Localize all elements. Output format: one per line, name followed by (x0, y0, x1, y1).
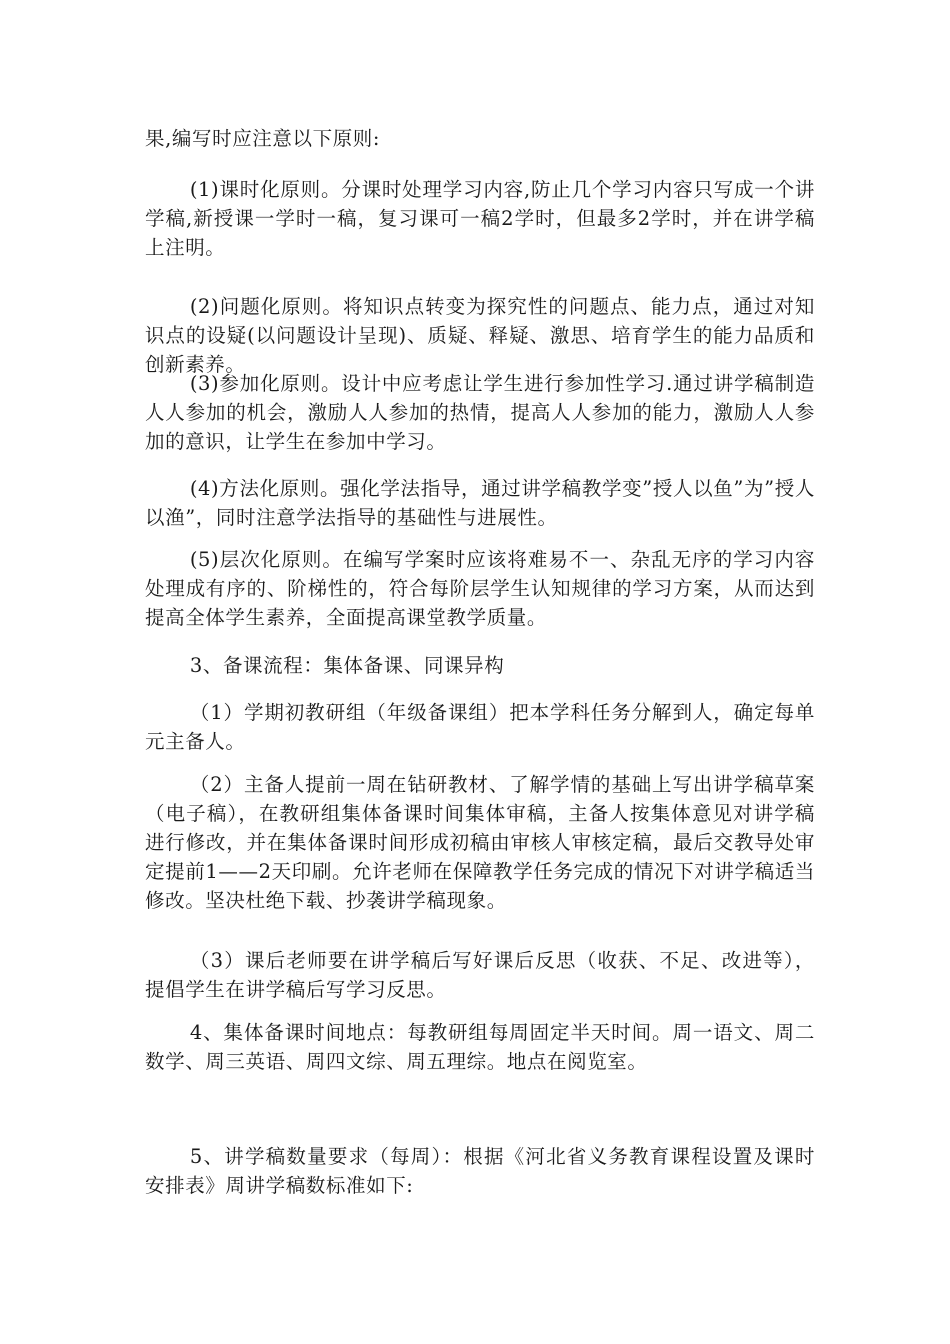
paragraph-principle-1: (1)课时化原则。分课时处理学习内容,防止几个学习内容只写成一个讲学稿,新授课一学时一稿，复习课可一稿2学时，但最多2学时，并在讲学稿上注明。 (145, 178, 815, 259)
paragraph-process-2: （2）主备人提前一周在钻研教材、了解学情的基础上写出讲学稿草案（电子稿），在教研组集体备课时间集体审稿，主备人按集体意见对讲学稿进行修改，并在集体备课时间形成初稿由审核人审核定稿，最后交教导处审定提前1——2天印刷。允许老师在保障教学任务完成的情况下对讲学稿适当修改。坚决杜绝下载、抄袭讲学稿现象。 (145, 773, 815, 912)
section-heading-3: 3、备课流程：集体备课、同课异构 (189, 654, 505, 677)
paragraph-principle-3: (3)参加化原则。设计中应考虑让学生进行参加性学习.通过讲学稿制造人人参加的机会，激励人人参加的热情，提高人人参加的能力，激励人人参加的意识，让学生在参加中学习。 (145, 372, 815, 453)
section-heading-5: 5、讲学稿数量要求（每周）：根据《河北省义务教育课程设置及课时安排表》周讲学稿数标准如下: (145, 1145, 815, 1197)
paragraph-principle-5: (5)层次化原则。在编写学案时应该将难易不一、杂乱无序的学习内容处理成有序的、阶梯性的，符合每阶层学生认知规律的学习方案，从而达到提高全体学生素养，全面提高课堂教学质量。 (145, 548, 815, 629)
paragraph-intro: 果,编写时应注意以下原则: (145, 127, 381, 150)
paragraph-process-1: （1）学期初教研组（年级备课组）把本学科任务分解到人，确定每单元主备人。 (145, 701, 815, 753)
paragraph-principle-2: (2)问题化原则。将知识点转变为探究性的问题点、能力点，通过对知识点的设疑(以问题设计呈现)、质疑、释疑、激思、培育学生的能力品质和创新素养。 (145, 295, 815, 376)
section-heading-4: 4、集体备课时间地点：每教研组每周固定半天时间。周一语文、周二数学、周三英语、周四文综、周五理综。地点在阅览室。 (145, 1021, 815, 1073)
paragraph-process-3: （3）课后老师要在讲学稿后写好课后反思（收获、不足、改进等），提倡学生在讲学稿后写学习反思。 (145, 949, 815, 1001)
paragraph-principle-4: (4)方法化原则。强化学法指导，通过讲学稿教学变”授人以鱼”为”授人以渔”，同时注意学法指导的基础性与进展性。 (145, 477, 815, 529)
